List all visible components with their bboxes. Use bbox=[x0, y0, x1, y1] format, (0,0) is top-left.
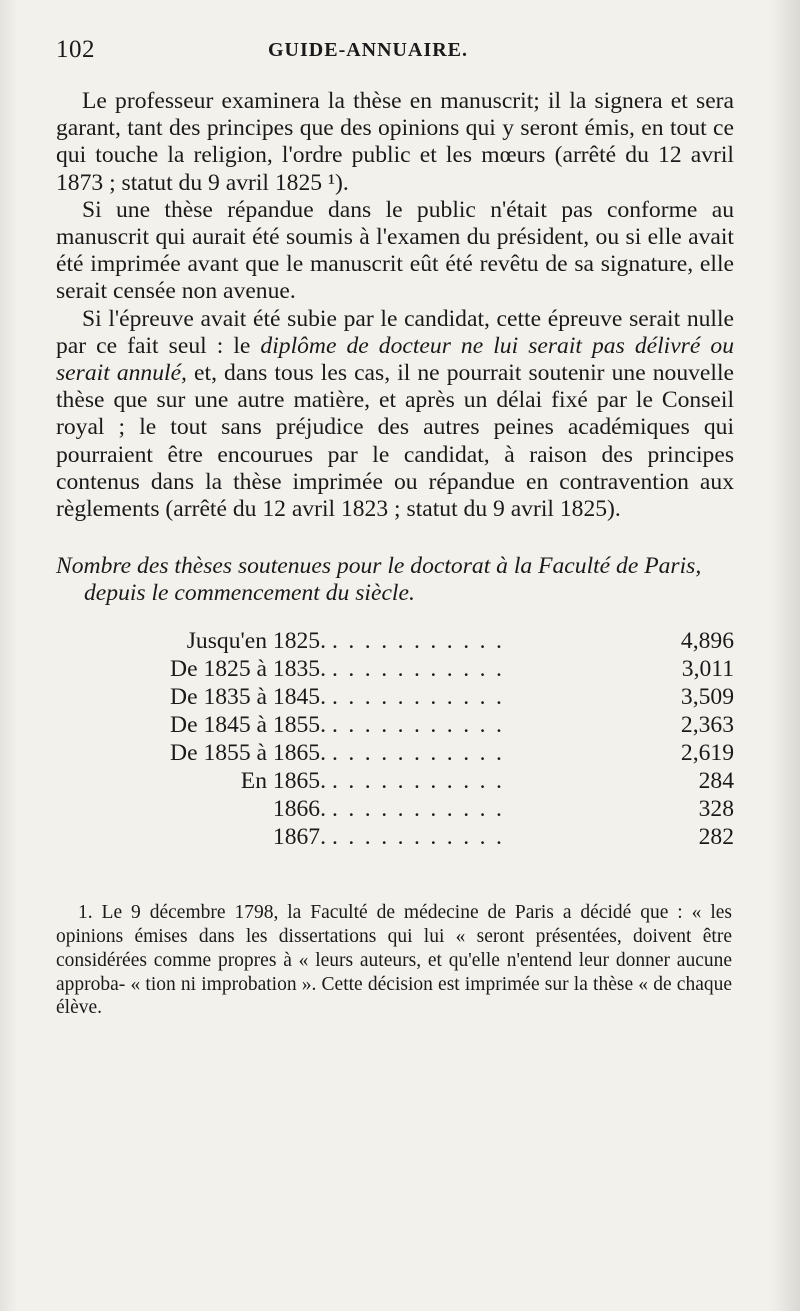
running-head: GUIDE-ANNUAIRE. bbox=[268, 39, 469, 61]
dot-leader: ........... bbox=[332, 824, 513, 851]
table-row bbox=[56, 711, 734, 739]
row-period-label: Jusqu'en 1825. bbox=[186, 628, 326, 655]
row-count-value: 4,896 bbox=[680, 628, 734, 655]
row-period-label: De 1835 à 1845. bbox=[170, 684, 326, 711]
row-period-label: De 1845 à 1855. bbox=[170, 712, 326, 739]
dot-leader: ........... bbox=[332, 740, 513, 767]
row-period-label: De 1825 à 1835. bbox=[170, 656, 326, 683]
table-row bbox=[56, 823, 734, 851]
section-title: Nombre des thèses soutenues pour le doctorat à la Faculté de Paris, depuis le commencement du siècle. bbox=[56, 553, 702, 607]
table-row bbox=[56, 739, 734, 767]
dot-leader: ........... bbox=[332, 768, 513, 795]
paragraph-3-text-before: Si l'épreuve avait été subie par le candidat, cette épreuve serait nulle par ce fait seul : le bbox=[56, 305, 734, 359]
row-count-value: 2,619 bbox=[680, 740, 734, 767]
page-header bbox=[56, 36, 734, 76]
row-count-value: 282 bbox=[698, 824, 734, 851]
table-row bbox=[56, 655, 734, 683]
paragraph-1: Le professeur examinera la thèse en manuscrit; il la signera et sera garant, tant des principes que des opinions qui y seront émis, en tout ce qui touche la religion, l'ordre public et les mœurs (arrêté du 12 avril 1873 ; statut du 9 avril 1825 ¹). bbox=[56, 88, 734, 196]
dot-leader: ........... bbox=[332, 712, 513, 739]
row-period-label: En 1865. bbox=[240, 768, 326, 795]
table-row bbox=[56, 795, 734, 823]
row-count-value: 3,011 bbox=[681, 656, 734, 683]
table-row bbox=[56, 683, 734, 711]
table-row bbox=[56, 767, 734, 795]
row-period-label: 1867. bbox=[272, 824, 326, 851]
footnote-text: 1. Le 9 décembre 1798, la Faculté de médecine de Paris a décidé que : « les opinions émises dans les dissertations qui lui « seront présentées, doivent être considérées comme propres à « leurs auteurs, et qu'elle n'entend leur donner aucune approba- « tion ni improbation ». Cette décision est imprimée sur la thèse « de chaque élève. bbox=[56, 902, 732, 1019]
theses-count-table bbox=[56, 627, 734, 851]
row-count-value: 2,363 bbox=[680, 712, 734, 739]
dot-leader: ........... bbox=[332, 656, 513, 683]
dot-leader: ........... bbox=[332, 684, 513, 711]
row-count-value: 284 bbox=[698, 768, 734, 795]
paragraph-2: Si une thèse répandue dans le public n'était pas conforme au manuscrit qui aurait été soumis à l'examen du président, ou si elle avait été imprimée avant que le manuscrit eût été revêtu de sa signature, elle serait censée non avenue. bbox=[56, 196, 734, 305]
paragraph-3 bbox=[56, 306, 734, 524]
paragraph-3-emphasis: diplôme de docteur ne lui serait pas délivré ou serait annulé, bbox=[56, 332, 734, 387]
footnote bbox=[56, 901, 732, 1020]
row-count-value: 328 bbox=[698, 796, 734, 823]
dot-leader: ........... bbox=[332, 628, 513, 655]
paragraph-3-text-after: et, dans tous les cas, il ne pourrait soutenir une nouvelle thèse que sur une autre matière, et après un délai fixé par le Conseil royal ; le tout sans préjudice des autres peines académiques qui pourraient être encourues par le candidat, à raison des principes contenus dans la thèse imprimée ou répandue en contravention aux règlements (arrêté du 12 avril 1823 ; statut du 9 avril 1825). bbox=[56, 360, 734, 523]
table-row bbox=[56, 627, 734, 655]
main-text bbox=[56, 88, 734, 523]
page-number: 102 bbox=[56, 36, 95, 63]
dot-leader: ........... bbox=[332, 796, 513, 823]
row-count-value: 3,509 bbox=[680, 684, 734, 711]
row-period-label: 1866. bbox=[272, 796, 326, 823]
row-period-label: De 1855 à 1865. bbox=[170, 740, 326, 767]
